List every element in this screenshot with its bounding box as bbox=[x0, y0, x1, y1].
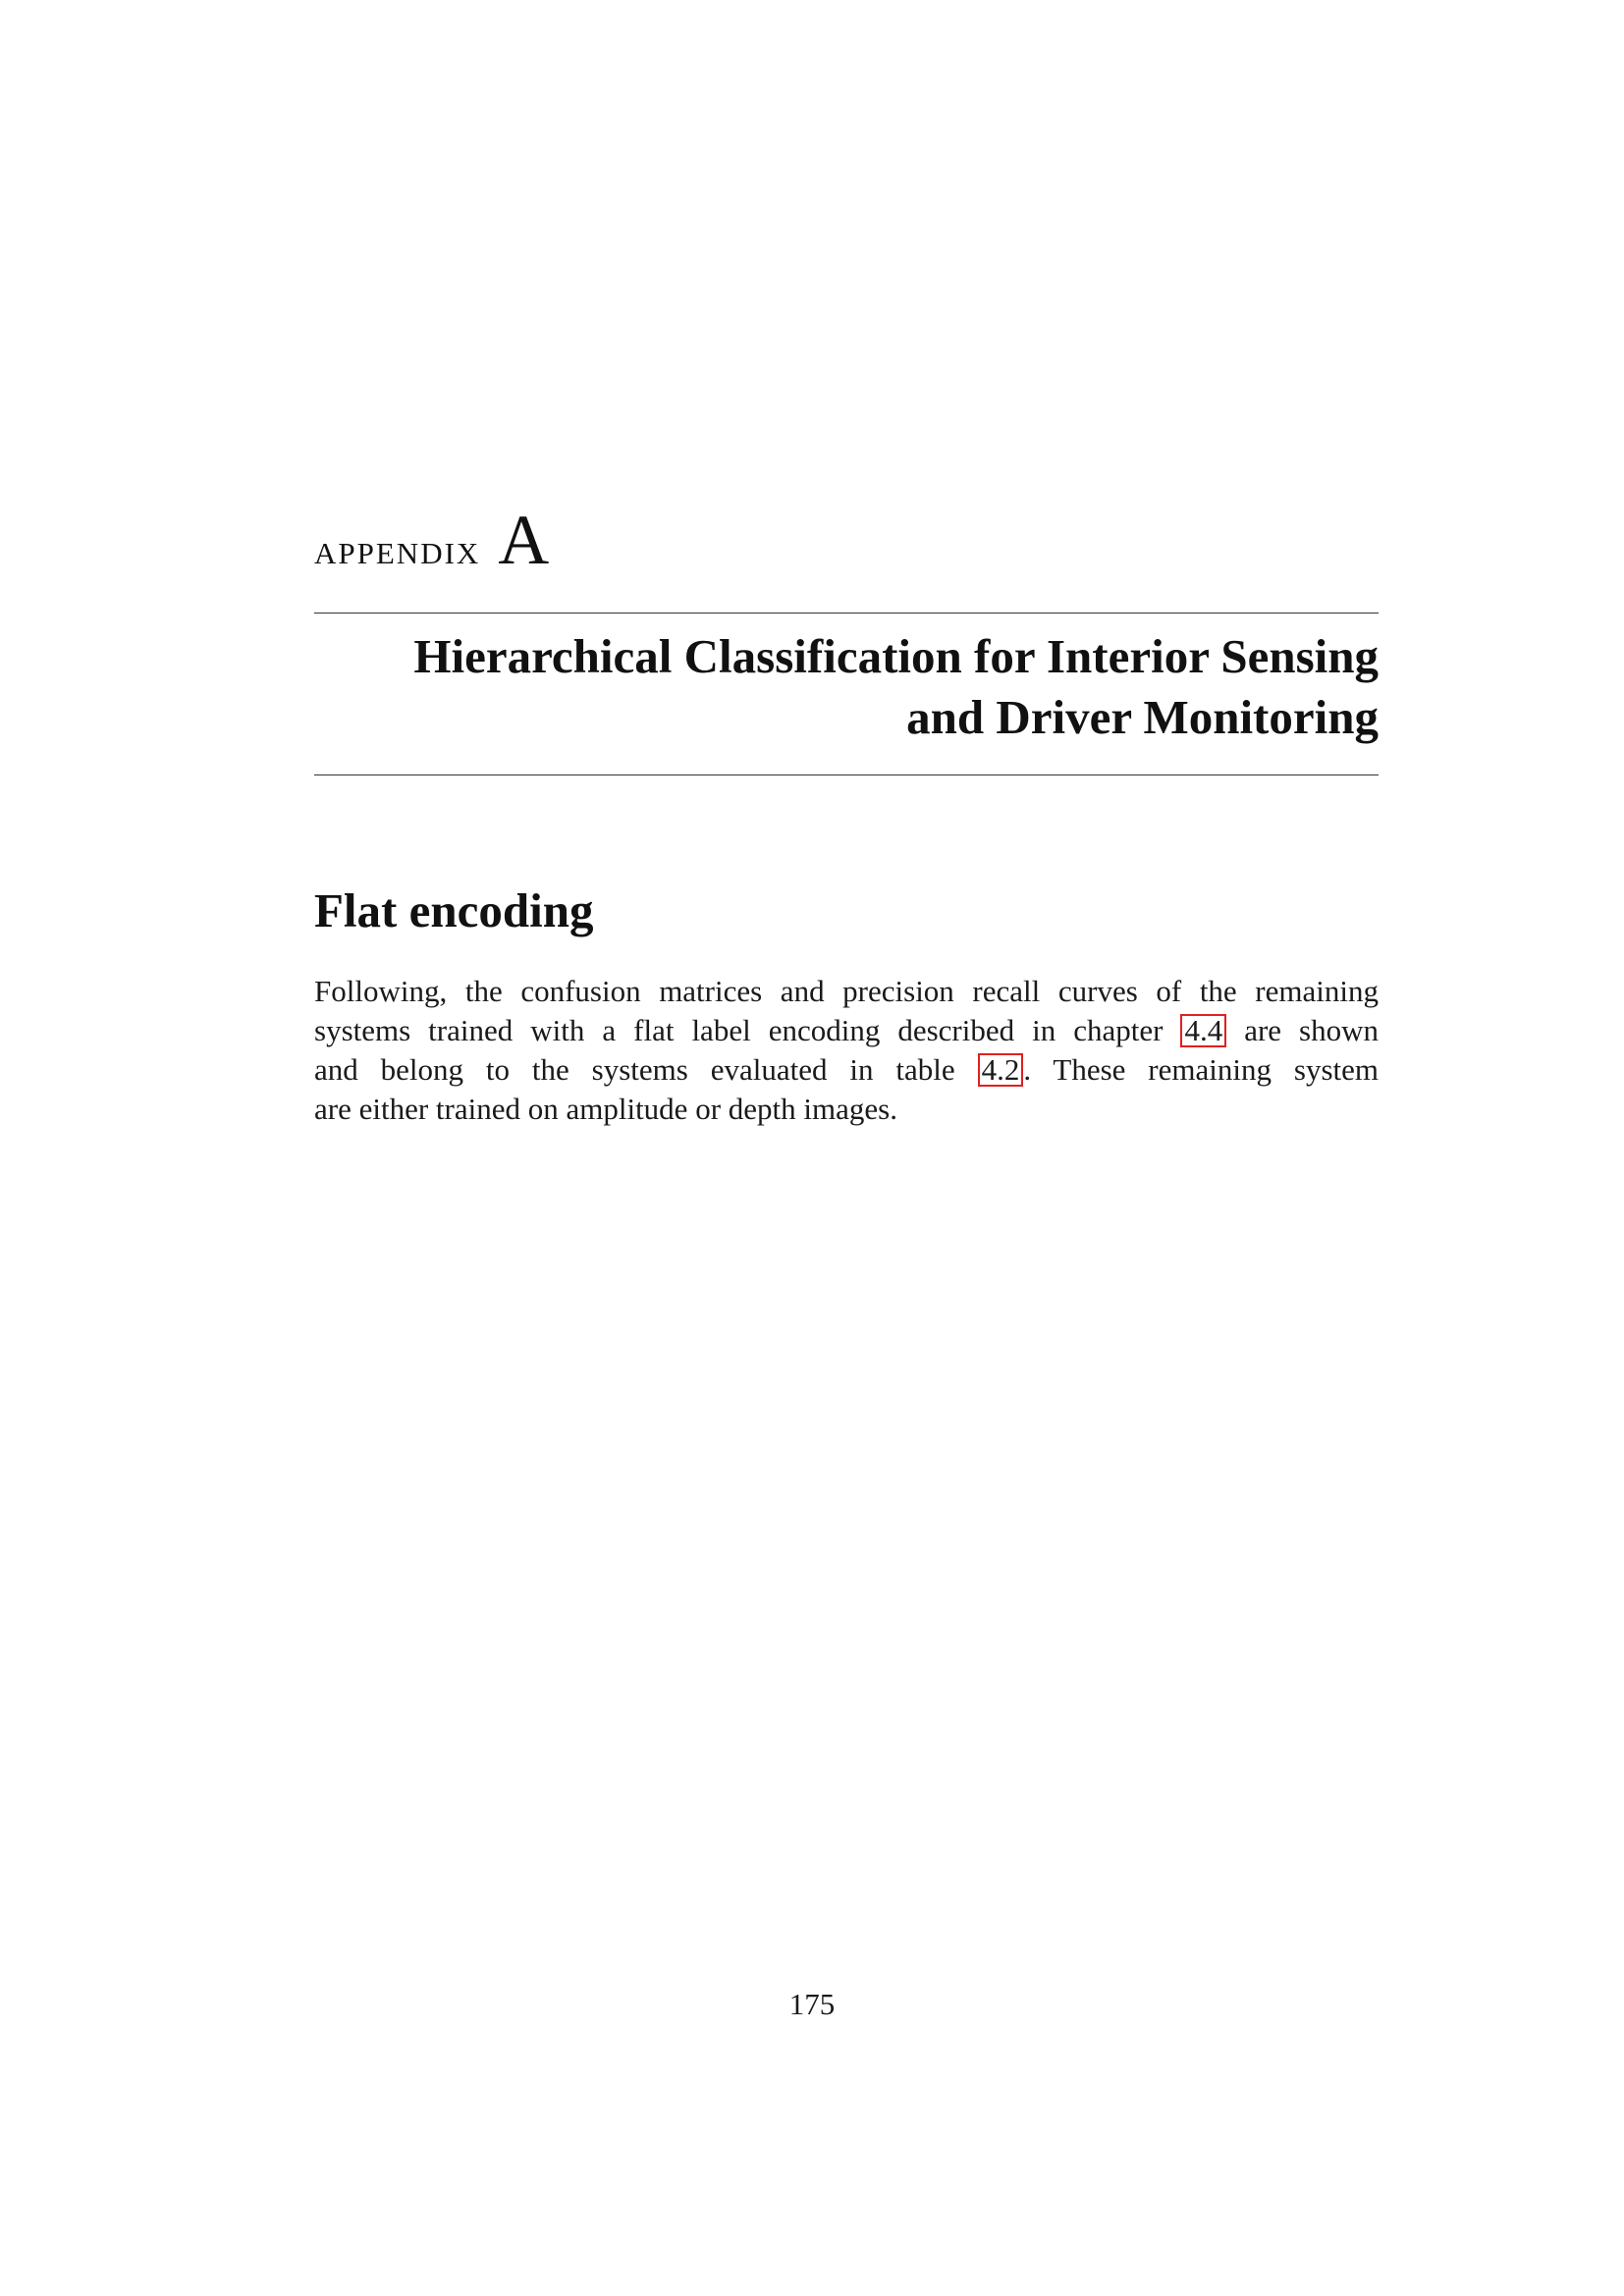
paragraph-line-1: Following, the confusion matrices and precision recall curves of the remaining bbox=[314, 974, 1379, 1008]
chapter-label bbox=[314, 501, 549, 579]
chapter-title-line-2: and Driver Monitoring bbox=[906, 690, 1379, 744]
page-number: 175 bbox=[788, 1987, 836, 2021]
chapter-title bbox=[314, 626, 1379, 748]
table-reference-link[interactable]: 4.2 bbox=[978, 1053, 1024, 1087]
chapter-title-top-rule bbox=[314, 613, 1379, 614]
paragraph-line-2-text-before: systems trained with a flat label encoding described in chapter bbox=[314, 1013, 1181, 1047]
chapter-title-bottom-rule bbox=[314, 774, 1379, 775]
paragraph-line-2 bbox=[314, 1011, 1379, 1050]
body-paragraph bbox=[314, 972, 1379, 1129]
chapter-reference-link[interactable]: 4.4 bbox=[1180, 1014, 1226, 1047]
chapter-letter: A bbox=[498, 501, 550, 579]
paragraph-line-3 bbox=[314, 1050, 1379, 1090]
paragraph-line-3-text-before: and belong to the systems evaluated in table bbox=[314, 1052, 978, 1087]
section-heading: Flat encoding bbox=[314, 883, 594, 937]
paragraph-line-4: are either trained on amplitude or depth images. bbox=[314, 1092, 897, 1126]
paragraph-line-2-text-after: are shown bbox=[1226, 1013, 1380, 1047]
chapter-word: appendix bbox=[314, 525, 481, 573]
paragraph-line-3-text-after: . These remaining system bbox=[1023, 1052, 1379, 1087]
chapter-title-line-1: Hierarchical Classification for Interior Sensing bbox=[413, 629, 1379, 683]
